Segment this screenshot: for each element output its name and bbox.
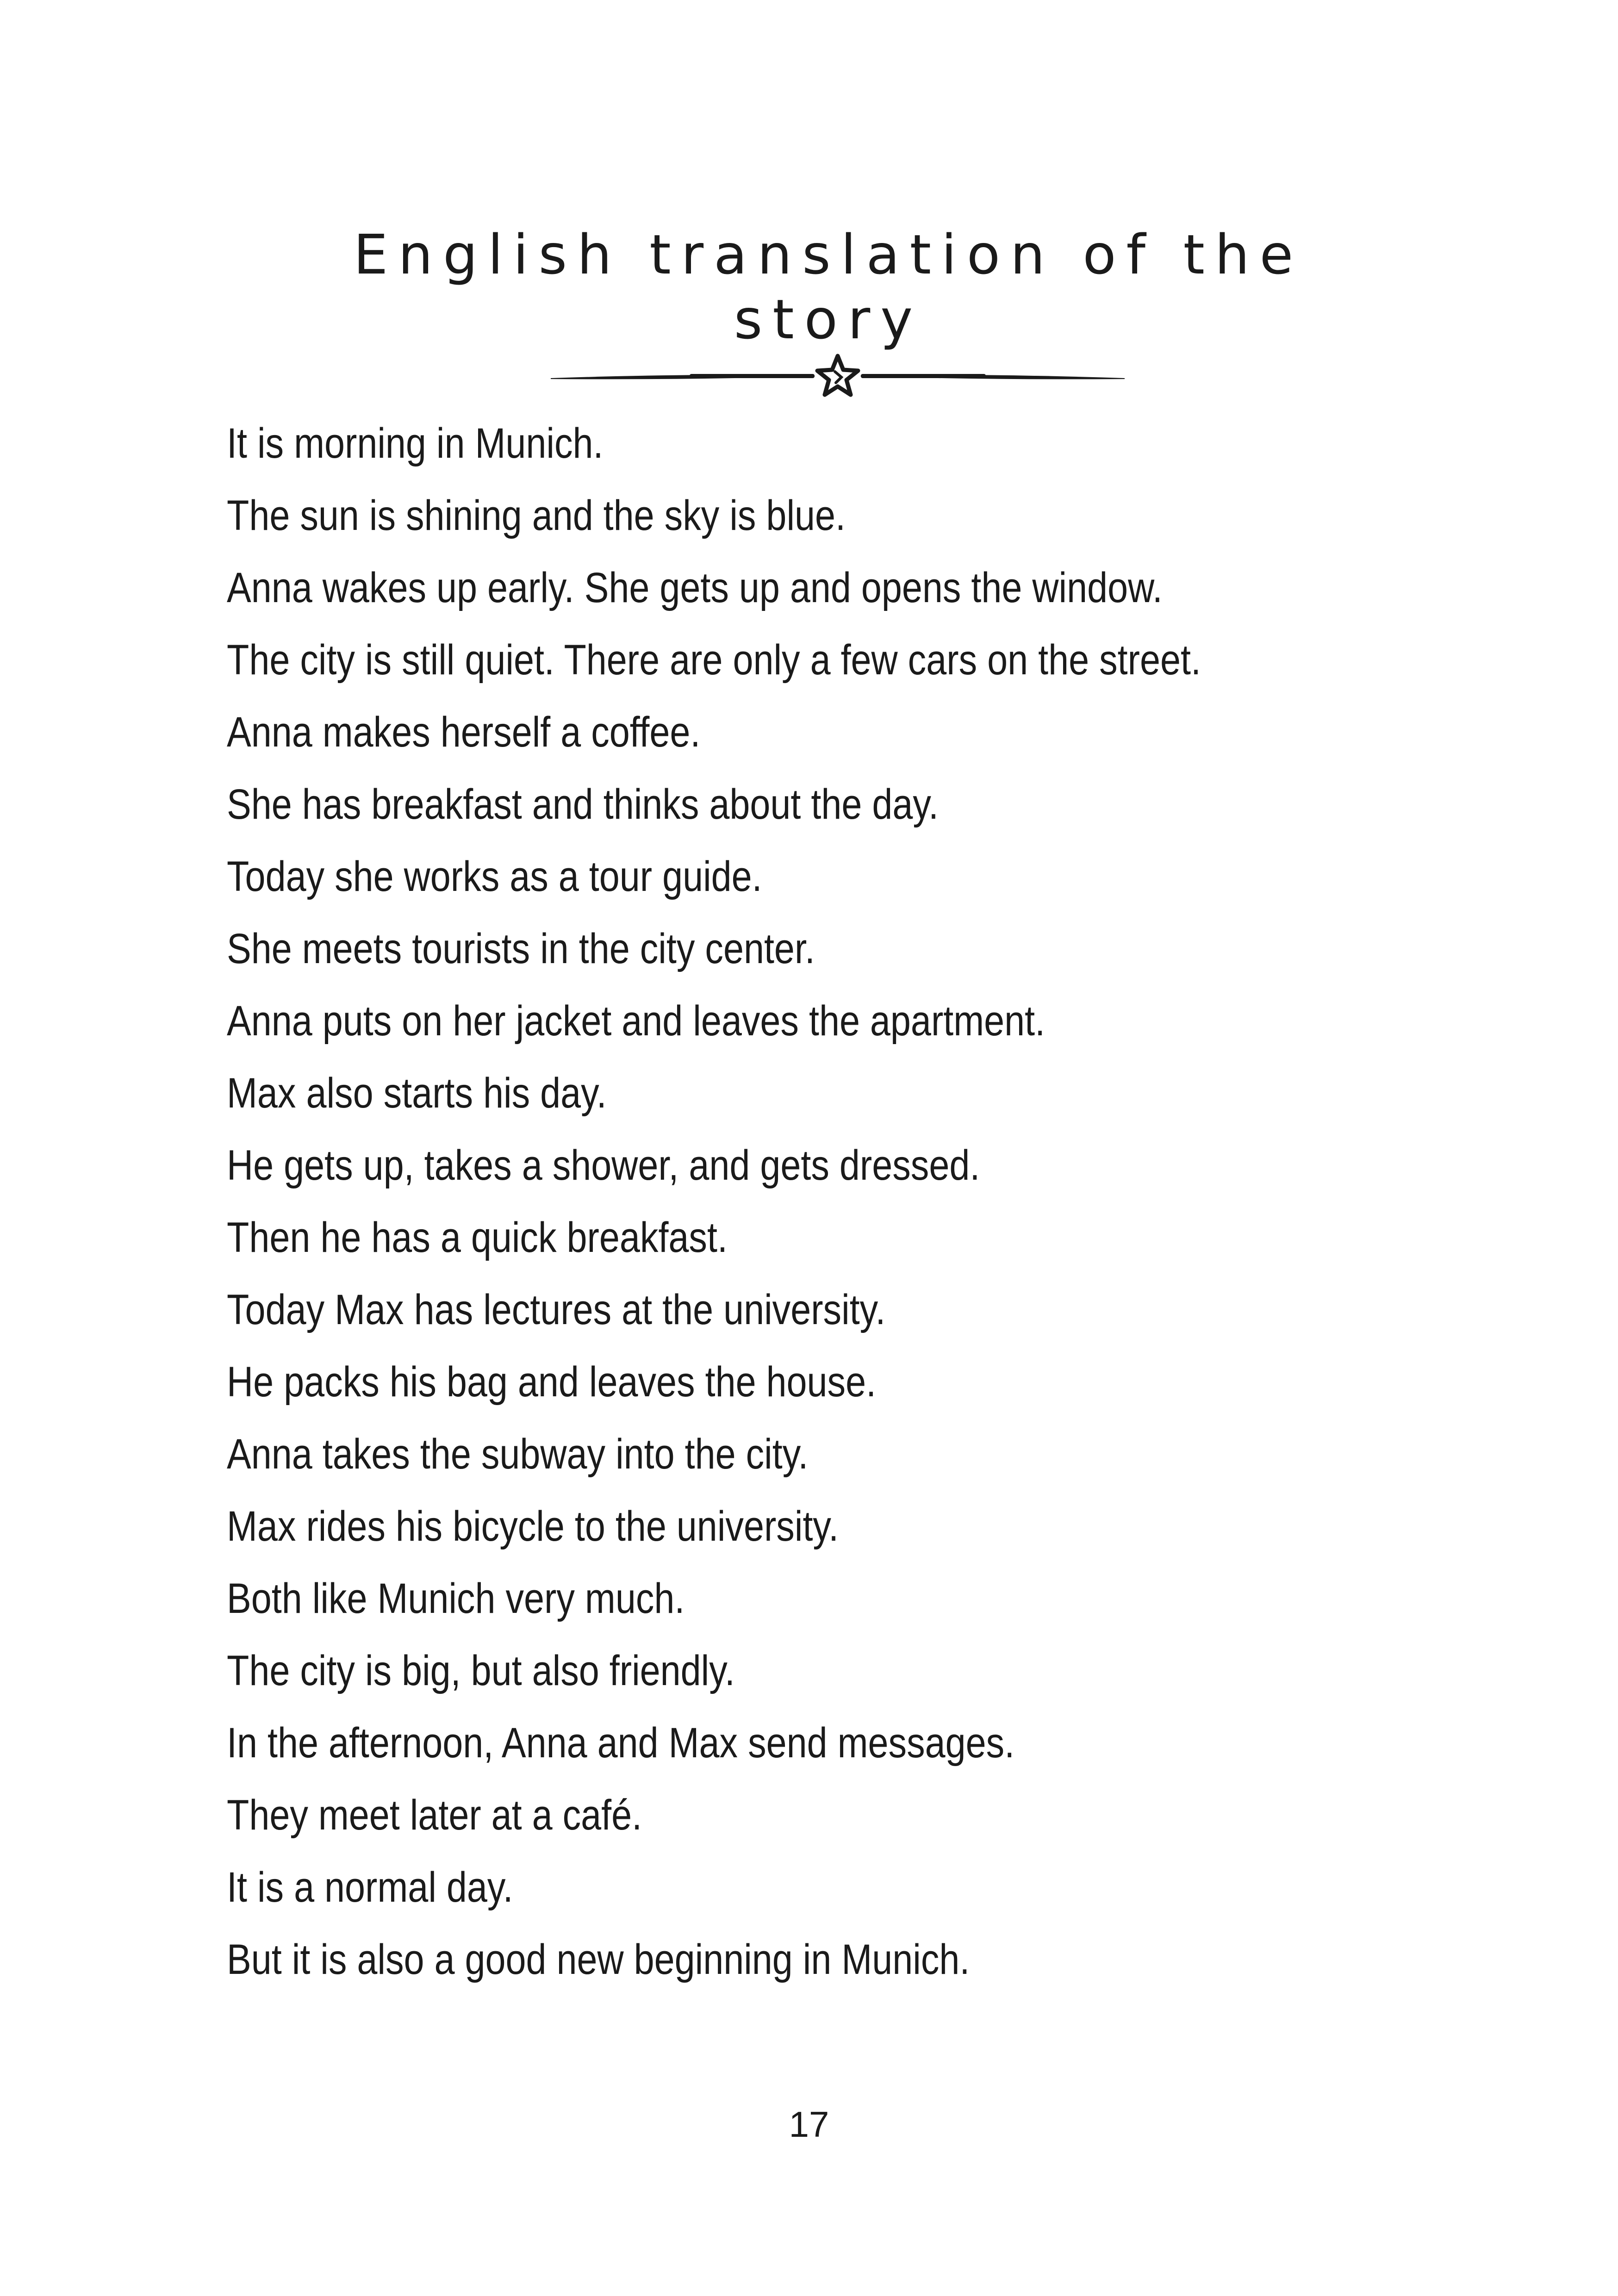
page-number: 17 [789, 2104, 829, 2145]
story-line: It is a normal day. [227, 1864, 513, 1911]
title-divider [551, 349, 1125, 400]
divider-line-left-thick [690, 374, 815, 378]
story-line: Anna makes herself a coffee. [227, 709, 701, 756]
story-line: He packs his bag and leaves the house. [227, 1358, 877, 1406]
story-line: Then he has a quick breakfast. [227, 1214, 728, 1261]
story-line: The city is still quiet. There are only a few cars on the street. [227, 636, 1201, 684]
star-icon [817, 356, 858, 395]
story-line: Today Max has lectures at the university. [227, 1286, 886, 1333]
page-title: English translation of the story [353, 223, 1304, 351]
divider-line-right-thick [861, 374, 986, 378]
story-line: In the afternoon, Anna and Max send messages. [227, 1719, 1015, 1767]
story-line: The city is big, but also friendly. [227, 1647, 735, 1694]
story-line: She has breakfast and thinks about the day. [227, 781, 939, 828]
story-line: Anna wakes up early. She gets up and opens the window. [227, 564, 1163, 611]
story-line: It is morning in Munich. [227, 420, 604, 467]
story-line: She meets tourists in the city center. [227, 925, 815, 972]
story-line: Today she works as a tour guide. [227, 853, 762, 900]
story-line: Anna puts on her jacket and leaves the apartment. [227, 997, 1045, 1045]
story-line: But it is also a good new beginning in Munich. [227, 1936, 970, 1983]
story-line: Anna takes the subway into the city. [227, 1431, 809, 1478]
story-line: Max also starts his day. [227, 1070, 607, 1117]
story-line: Both like Munich very much. [227, 1575, 685, 1622]
story-line: The sun is shining and the sky is blue. [227, 492, 846, 539]
story-line: They meet later at a café. [227, 1792, 642, 1839]
story-line: Max rides his bicycle to the university. [227, 1503, 839, 1550]
story-text [227, 407, 1476, 1996]
story-line: He gets up, takes a shower, and gets dressed. [227, 1142, 980, 1189]
